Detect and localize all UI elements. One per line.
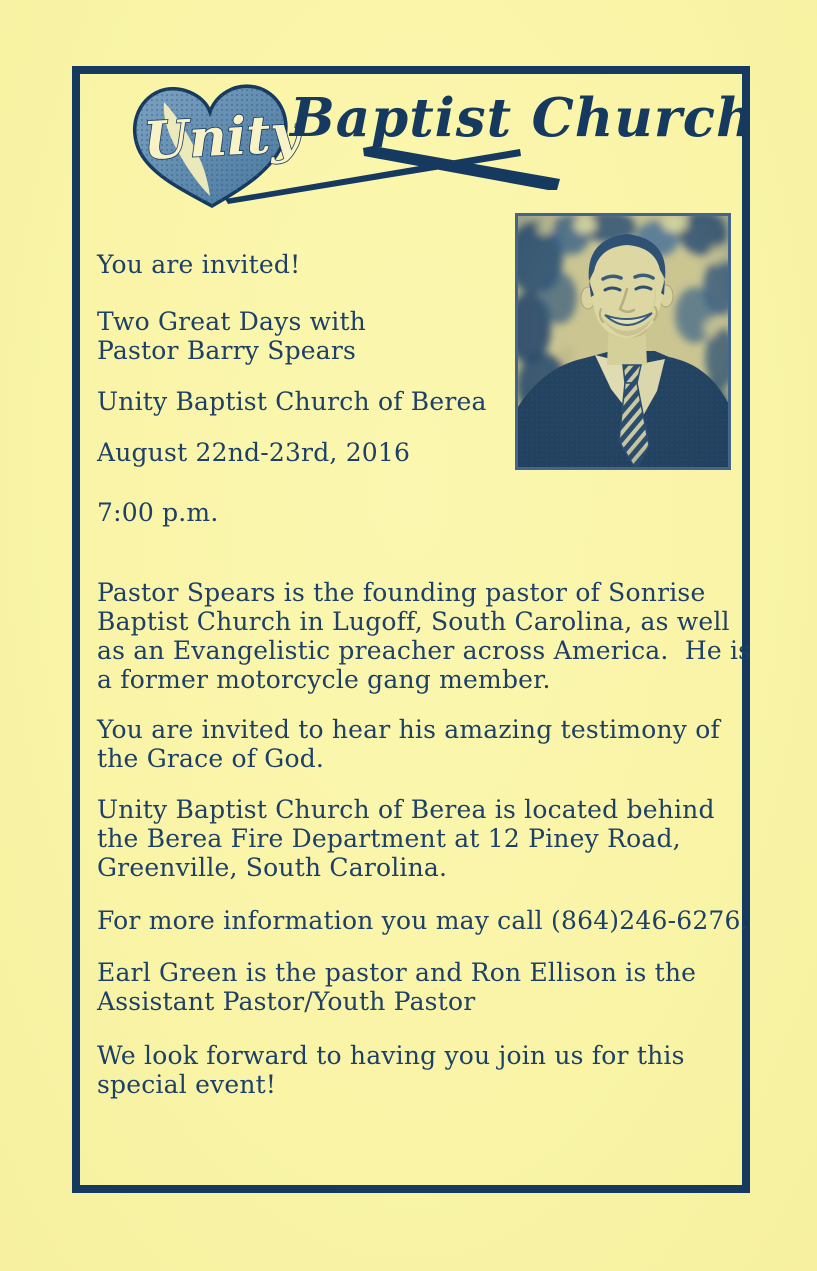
text-line: special event! — [97, 1070, 277, 1099]
text-line: We look forward to having you join us for this — [97, 1041, 685, 1070]
intro-date — [97, 438, 410, 467]
text-line: the Grace of God. — [97, 744, 325, 773]
intro-time — [97, 498, 219, 527]
paragraph-about-pastor — [97, 578, 751, 694]
text-line: For more information you may call (864)246-6276. — [97, 906, 749, 935]
paragraph-testimony — [97, 715, 720, 773]
page-title: Baptist Church — [290, 87, 756, 149]
text-line: 7:00 p.m. — [97, 498, 219, 527]
text-line: Greenville, South Carolina. — [97, 853, 448, 882]
text-line: Pastor Barry Spears — [97, 336, 357, 365]
photo-vignette — [515, 213, 731, 470]
text-line: You are invited! — [97, 250, 301, 279]
text-line: Unity Baptist Church of Berea is located behind — [97, 795, 715, 824]
text-line: Unity Baptist Church of Berea — [97, 387, 487, 416]
text-line: as an Evangelistic preacher across America. He is — [97, 636, 752, 665]
paragraph-phone — [97, 906, 749, 935]
text-line: Two Great Days with — [97, 307, 366, 336]
intro-event — [97, 307, 366, 365]
paragraph-closing — [97, 1041, 685, 1099]
paragraph-location — [97, 795, 715, 882]
intro-church — [97, 387, 487, 416]
text-line: Baptist Church in Lugoff, South Carolina, as well — [97, 607, 730, 636]
text-line: Earl Green is the pastor and Ron Ellison is the — [97, 958, 697, 987]
text-line: a former motorcycle gang member. — [97, 665, 551, 694]
text-line: Pastor Spears is the founding pastor of Sonrise — [97, 578, 706, 607]
paragraph-pastors — [97, 958, 696, 1016]
text-line: You are invited to hear his amazing testimony of — [97, 715, 720, 744]
intro-invited — [97, 250, 300, 279]
text-line: the Berea Fire Department at 12 Piney Road, — [97, 824, 681, 853]
text-line: Assistant Pastor/Youth Pastor — [97, 987, 476, 1016]
pastor-photo — [515, 213, 731, 470]
text-line: August 22nd-23rd, 2016 — [97, 438, 411, 467]
logo-unity-script: Unity — [142, 102, 303, 173]
